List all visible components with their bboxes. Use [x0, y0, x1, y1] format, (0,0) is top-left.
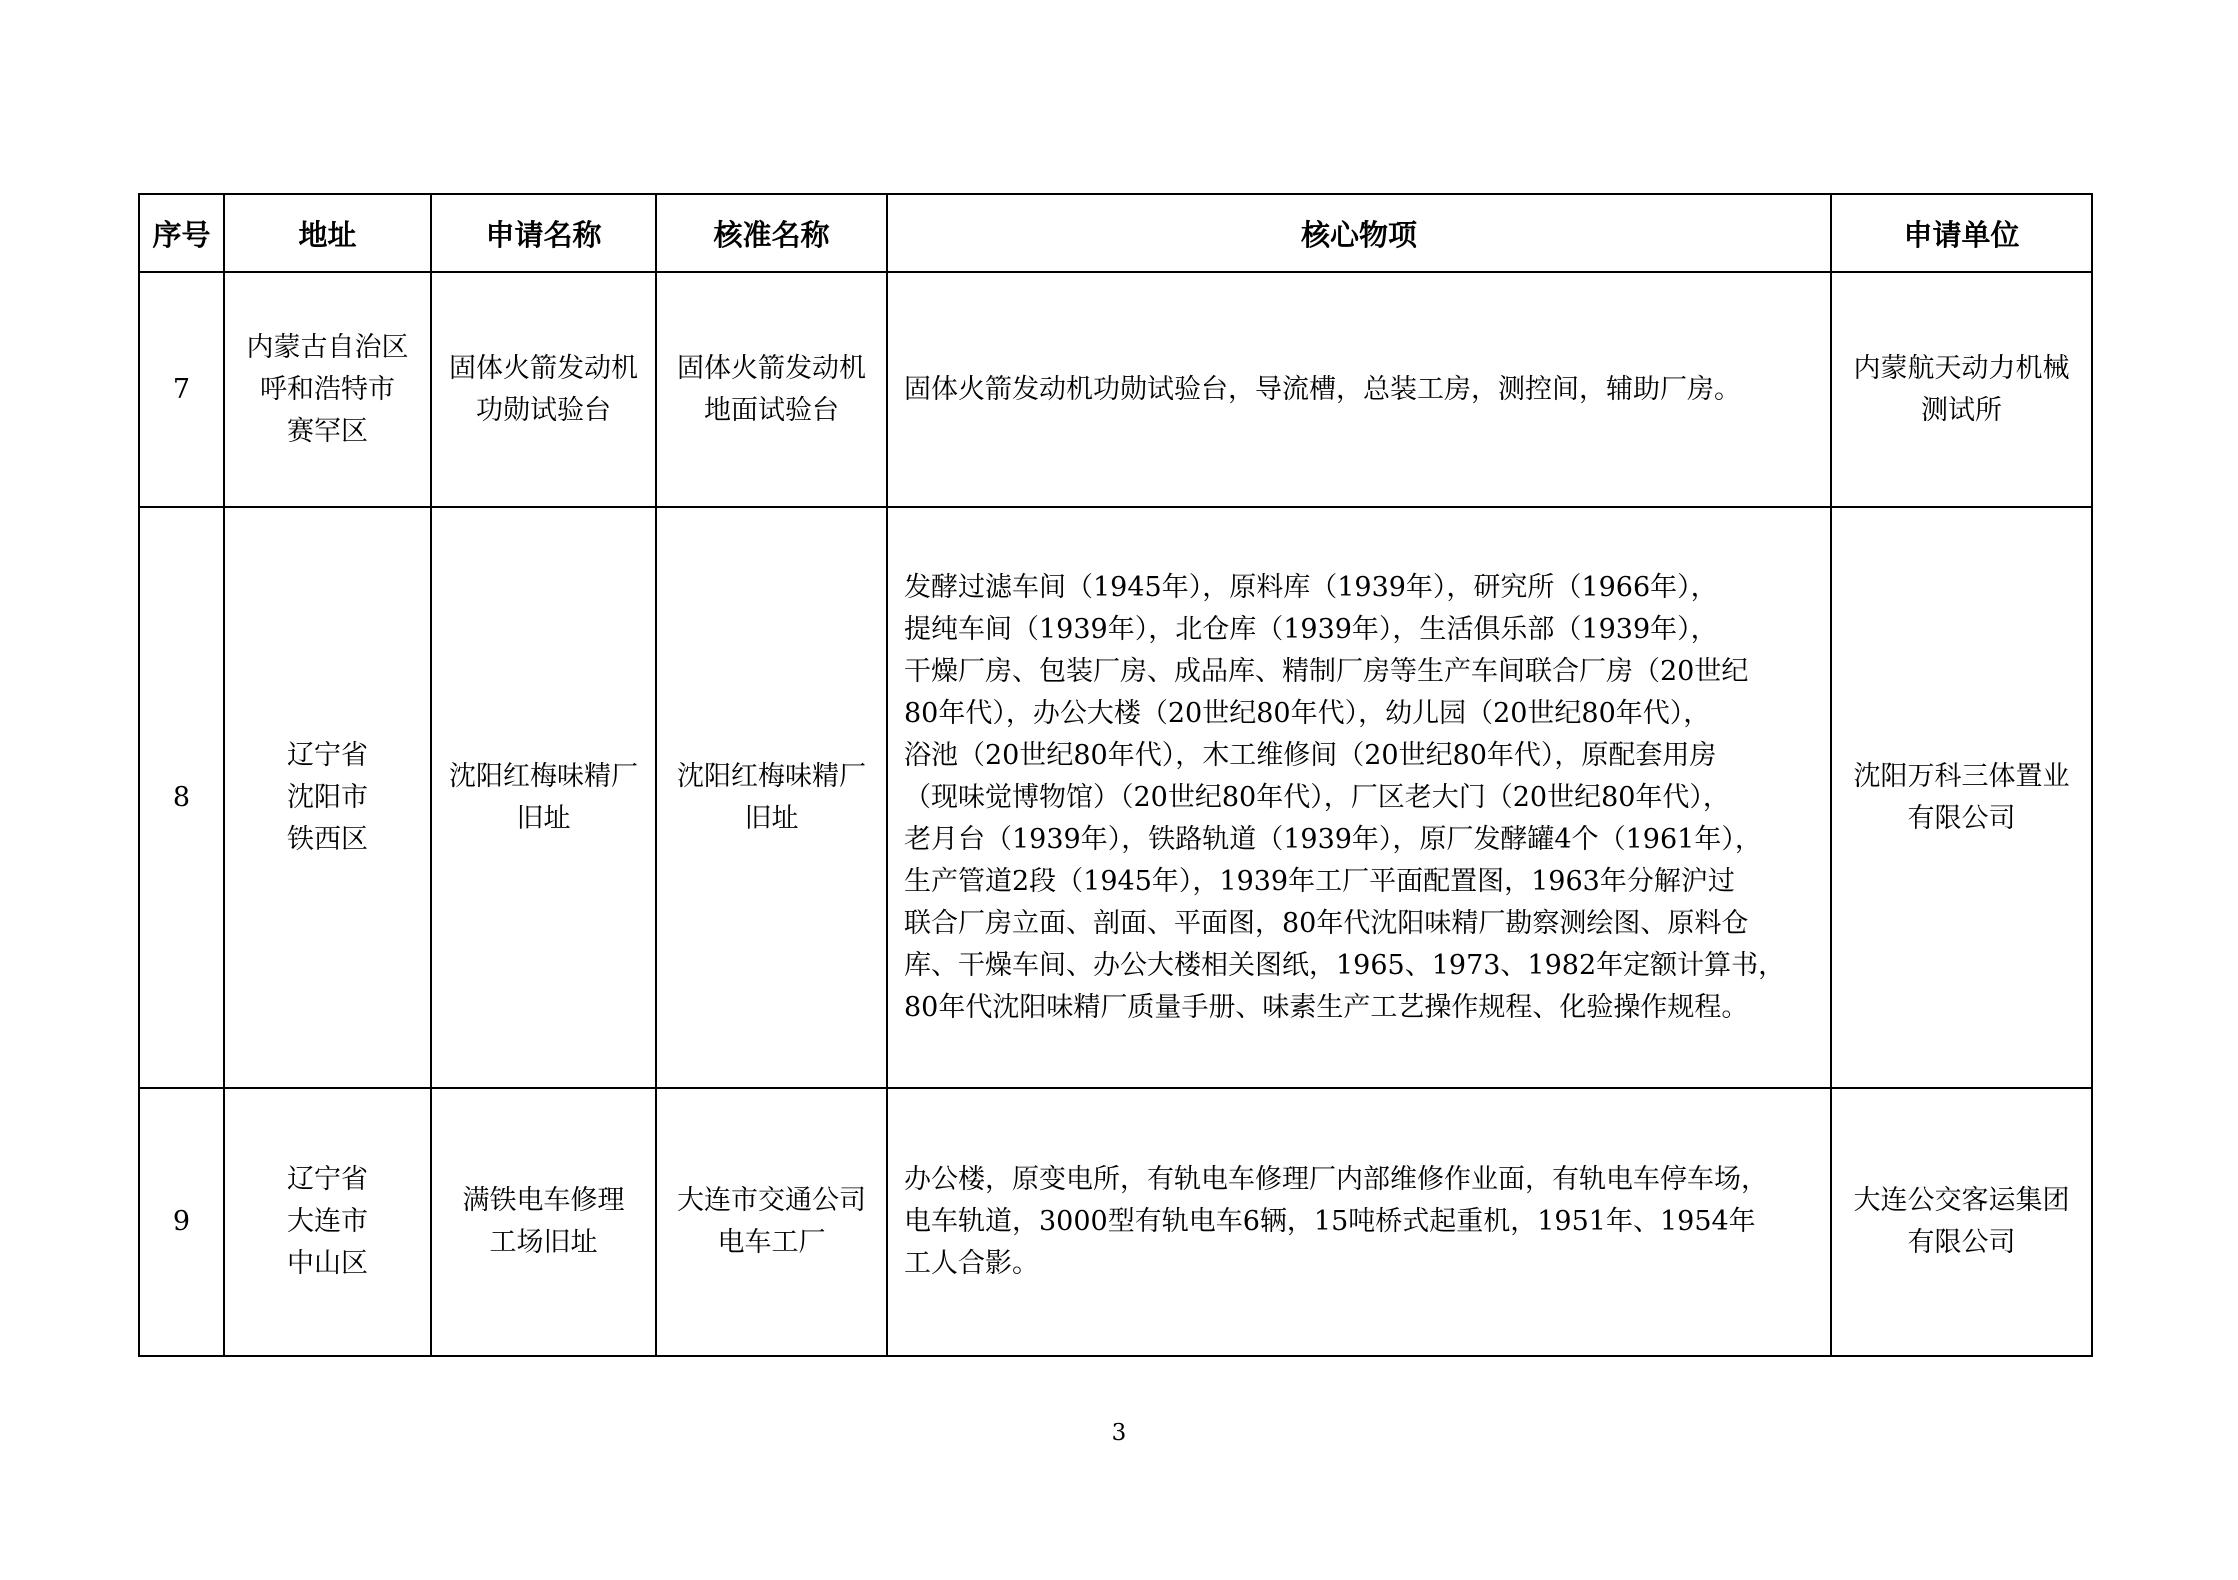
cell-line: 电车工厂 — [717, 1227, 826, 1258]
cell-applied-name — [431, 272, 656, 507]
cell-line: 辽宁省 — [287, 739, 368, 771]
cell-line: 电车轨道，3000型有轨电车6辆，15吨桥式起重机，1951年、1954年 — [904, 1206, 1756, 1237]
cell-address — [224, 1088, 431, 1356]
cell-line: 旧址 — [516, 802, 571, 834]
cell-line: 功勋试验台 — [476, 394, 611, 426]
table-body — [139, 272, 2092, 1356]
heritage-list-table — [138, 193, 2093, 1357]
cell-address — [224, 272, 431, 507]
cell-line: 工场旧址 — [489, 1227, 598, 1258]
cell-line: 赛罕区 — [287, 415, 368, 447]
cell-applied-name — [431, 507, 656, 1088]
header-row — [139, 194, 2092, 272]
cell-line: 工人合影。 — [904, 1248, 1039, 1279]
header-applied-name: 申请名称 — [431, 194, 656, 272]
cell-line: 铁西区 — [287, 823, 368, 855]
cell-approved-name — [656, 272, 887, 507]
cell-line: 库、干燥车间、办公大楼相关图纸，1965、1973、1982年定额计算书， — [904, 949, 1786, 981]
cell-line: 提纯车间（1939年），北仓库（1939年），生活俱乐部（1939年）， — [904, 613, 1718, 645]
cell-line: 辽宁省 — [287, 1164, 368, 1195]
cell-line: 大连公交客运集团 — [1853, 1185, 2070, 1216]
cell-approved-name — [656, 507, 887, 1088]
cell-line: 地面试验台 — [704, 394, 839, 426]
cell-line: 大连市交通公司 — [677, 1185, 866, 1216]
cell-line: 干燥厂房、包装厂房、成品库、精制厂房等生产车间联合厂房（20世纪 — [904, 655, 1749, 687]
table-header — [139, 194, 2092, 272]
cell-line: 沈阳红梅味精厂 — [677, 760, 866, 792]
cell-line: 浴池（20世纪80年代），木工维修间（20世纪80年代），原配套用房 — [904, 739, 1717, 771]
table-row — [139, 507, 2092, 1088]
cell-applicant — [1831, 1088, 2092, 1356]
header-core-items: 核心物项 — [887, 194, 1831, 272]
cell-line: 呼和浩特市 — [260, 373, 395, 405]
cell-index: 8 — [139, 507, 224, 1088]
cell-applicant — [1831, 272, 2092, 507]
cell-core-items — [887, 1088, 1831, 1356]
cell-line: 旧址 — [744, 802, 799, 834]
cell-line: 内蒙古自治区 — [246, 331, 409, 363]
cell-line: 固体火箭发动机 — [449, 352, 638, 384]
cell-line: 内蒙航天动力机械 — [1853, 352, 2070, 384]
table-row — [139, 1088, 2092, 1356]
cell-line: 老月台（1939年），铁路轨道（1939年），原厂发酵罐4个（1961年）， — [904, 823, 1762, 855]
header-approved-name: 核准名称 — [656, 194, 887, 272]
cell-line: 办公楼，原变电所，有轨电车修理厂内部维修作业面，有轨电车停车场， — [904, 1164, 1768, 1195]
cell-line: 生产管道2段（1945年），1939年工厂平面配置图，1963年分解沪过 — [904, 865, 1735, 897]
cell-applied-name — [431, 1088, 656, 1356]
header-address: 地址 — [224, 194, 431, 272]
cell-line: 沈阳市 — [287, 781, 368, 813]
cell-line: 沈阳红梅味精厂 — [449, 760, 638, 792]
cell-line: 有限公司 — [1907, 802, 2016, 834]
cell-line: 测试所 — [1921, 394, 2002, 426]
page-number: 3 — [1111, 1420, 1127, 1446]
cell-index: 7 — [139, 272, 224, 507]
cell-line: （现味觉博物馆）（20世纪80年代），厂区老大门（20世纪80年代）， — [904, 781, 1730, 813]
cell-applicant — [1831, 507, 2092, 1088]
cell-line: 沈阳万科三体置业 — [1853, 760, 2070, 792]
table-row — [139, 272, 2092, 507]
cell-line: 中山区 — [287, 1248, 368, 1279]
cell-core-items — [887, 507, 1831, 1088]
cell-core-items — [887, 272, 1831, 507]
cell-line: 固体火箭发动机 — [677, 352, 866, 384]
cell-index: 9 — [139, 1088, 224, 1356]
header-index: 序号 — [139, 194, 224, 272]
cell-line: 固体火箭发动机功勋试验台，导流槽，总装工房，测控间，辅助厂房。 — [904, 373, 1741, 405]
cell-line: 有限公司 — [1907, 1227, 2016, 1258]
cell-line: 满铁电车修理 — [462, 1185, 625, 1216]
cell-approved-name — [656, 1088, 887, 1356]
header-applicant: 申请单位 — [1831, 194, 2092, 272]
cell-line: 80年代沈阳味精厂质量手册、味素生产工艺操作规程、化验操作规程。 — [904, 991, 1749, 1023]
cell-line: 联合厂房立面、剖面、平面图，80年代沈阳味精厂勘察测绘图、原料仓 — [904, 907, 1749, 939]
cell-address — [224, 507, 431, 1088]
cell-line: 发酵过滤车间（1945年），原料库（1939年），研究所（1966年）， — [904, 571, 1718, 603]
cell-line: 大连市 — [287, 1206, 368, 1237]
cell-line: 80年代），办公大楼（20世纪80年代），幼儿园（20世纪80年代）， — [904, 697, 1711, 729]
